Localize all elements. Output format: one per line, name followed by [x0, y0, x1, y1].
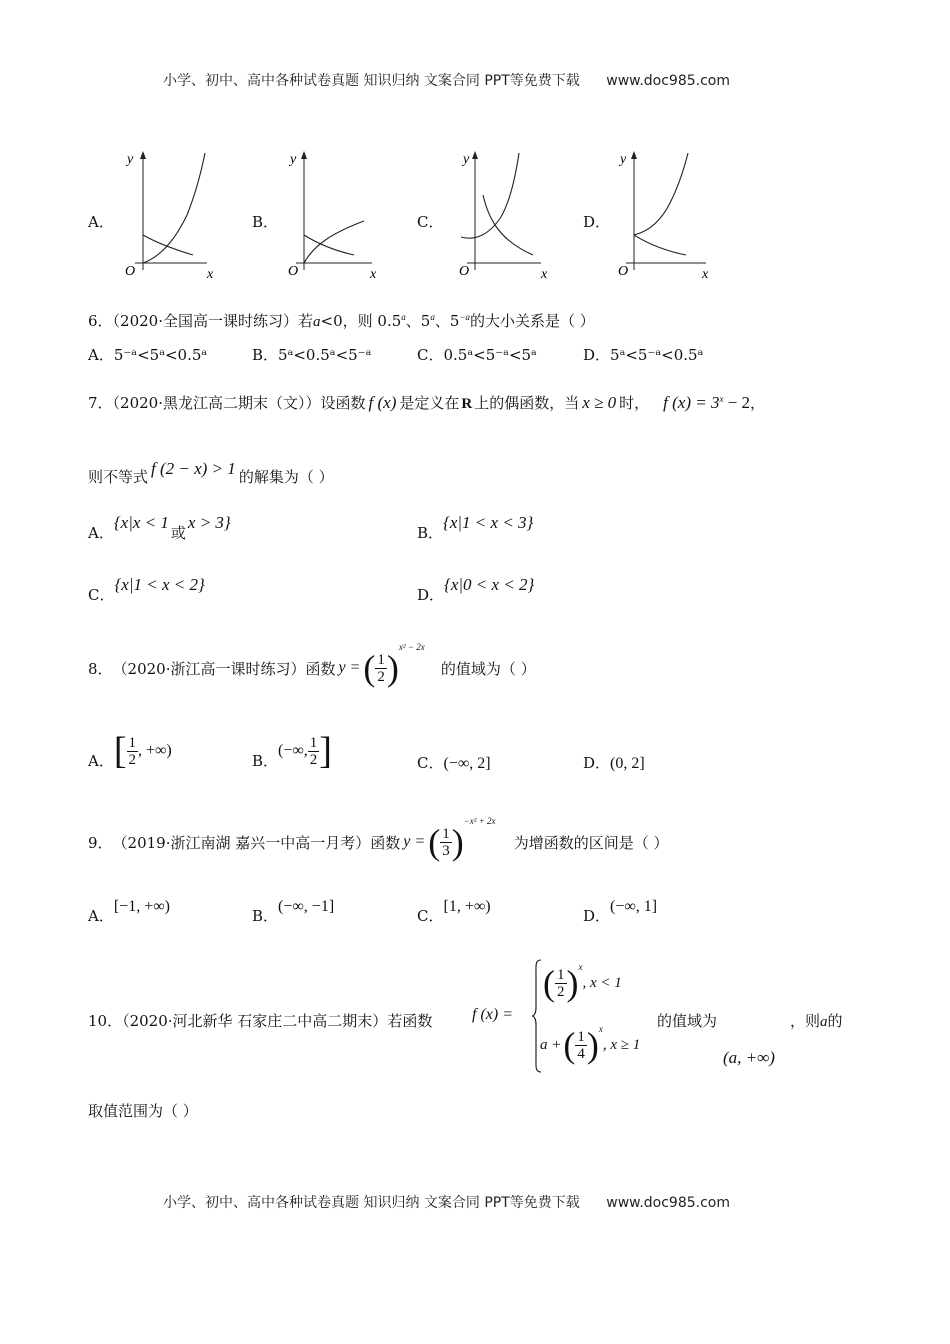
q9-option-a[interactable]	[88, 898, 170, 926]
q7-option-c-label: C．	[88, 586, 115, 604]
q7-fx: f (x)	[368, 393, 397, 412]
q6-number: 6．	[88, 312, 113, 330]
q6-option-b-text: 5ᵃ<0.5ᵃ<5⁻ᵃ	[278, 346, 372, 364]
q6-text-c: 、5	[405, 312, 431, 330]
graph-label-d: D．	[583, 213, 611, 231]
q7-option-d-label: D．	[417, 586, 445, 604]
q8-option-b-den: 2	[309, 751, 318, 768]
q7-option-b[interactable]	[417, 513, 534, 543]
q8-number: 8．	[88, 659, 113, 678]
q7-text-b: 是定义在	[399, 394, 460, 412]
graph-b	[280, 145, 390, 285]
graph-d-x-label: x	[702, 267, 709, 282]
q9-text-b: 为增函数的区间是（ ）	[513, 833, 669, 852]
q7-source: （2020·黑龙江高二期末（文））	[112, 394, 321, 412]
graph-a-rising-curve	[143, 153, 205, 263]
question-8-stem	[88, 642, 536, 690]
q8-option-a-den: 2	[128, 751, 136, 768]
graph-d-falling-curve	[634, 235, 686, 255]
graph-label-c: C．	[417, 213, 444, 231]
q10-range: (a, +∞)	[723, 1048, 775, 1067]
graph-b-origin: O	[288, 264, 299, 279]
q8-option-b-close: ]	[319, 730, 332, 772]
q9-option-a-text: [−1, +∞)	[113, 898, 170, 915]
q9-text-a: 函数	[370, 833, 401, 852]
q8-y-eq: y =	[338, 659, 361, 676]
q9-option-d[interactable]	[583, 898, 658, 926]
q7-cond: x ≥ 0	[582, 393, 617, 412]
graph-b-x-label: x	[370, 267, 377, 282]
q6-exp-2: a	[430, 312, 435, 322]
q6-source: （2020·全国高一课时练习）	[112, 312, 298, 330]
graph-c-y-arrow	[472, 151, 478, 159]
q6-exp-3: −a	[459, 312, 470, 322]
q7-formula-tail: − 2	[723, 393, 751, 412]
q7-formula-exp: x	[719, 394, 724, 404]
q6-option-c-label: C．	[417, 346, 444, 364]
q10-text-b: 的值域为	[657, 1012, 718, 1030]
q8-option-a-label: A．	[88, 751, 114, 770]
q6-text-d: 、5	[434, 312, 460, 330]
q8-option-b-label: B．	[252, 751, 279, 770]
graph-label-a: A．	[88, 213, 114, 231]
q7-option-b-text: {x|1 < x < 3}	[443, 513, 534, 532]
q10-case2-exp: x	[598, 1024, 603, 1034]
q8-exp: x² − 2x	[398, 642, 425, 652]
graph-d-rising-curve	[634, 153, 688, 235]
graph-label-b: B．	[252, 213, 279, 231]
q7-line2-a: 则不等式	[88, 468, 149, 486]
q10-case2-fraction	[575, 1029, 587, 1062]
question-6-stem	[88, 310, 595, 331]
q9-option-c[interactable]	[417, 898, 491, 926]
q7-text-a: 设函数	[320, 394, 366, 412]
q10-case1-cond: , x < 1	[582, 974, 622, 991]
q8-option-b-num: 1	[309, 734, 318, 751]
q9-option-a-label: A．	[88, 907, 114, 925]
graph-d-y-label: y	[620, 152, 627, 167]
q7-option-c-text: {x|1 < x < 2}	[114, 575, 205, 594]
q6-text-b: <0，则 0.5	[320, 312, 402, 330]
q6-option-a[interactable]	[88, 344, 207, 365]
q7-option-a[interactable]	[88, 513, 231, 543]
q8-option-a-open: [	[113, 730, 127, 772]
q7-text-d: 时，	[619, 394, 650, 412]
q8-option-d[interactable]	[583, 752, 645, 773]
graph-a-y-label: y	[127, 152, 134, 167]
q8-option-a-num: 1	[128, 734, 136, 751]
graph-d	[610, 145, 720, 285]
q7-line2	[88, 459, 334, 487]
q8-option-a-fraction	[127, 735, 139, 768]
q9-rparen: )	[451, 822, 464, 862]
q9-fraction	[440, 826, 452, 859]
q10-case1-lparen: (	[543, 963, 555, 1003]
graph-a-origin: O	[125, 264, 136, 279]
q10-case2-pre: a +	[540, 1036, 562, 1053]
q10-number: 10．	[88, 1012, 123, 1030]
header-url: www.doc985.com	[606, 73, 730, 89]
q7-option-a-text: {x|x < 1	[113, 513, 169, 532]
q8-source: （2020·浙江高一课时练习）	[112, 659, 306, 678]
q10-text-a: 若函数	[387, 1012, 433, 1030]
q7-option-a-text2: x > 3}	[187, 513, 231, 532]
header-text: 小学、初中、高中各种试卷真题 知识归纳 文案合同 PPT等免费下载	[163, 73, 580, 89]
q10-var: a	[820, 1014, 828, 1030]
q9-option-c-text: [1, +∞)	[443, 898, 491, 915]
graph-b-y-label: y	[290, 152, 297, 167]
graph-c-x-label: x	[541, 267, 548, 282]
graph-c-y-label: y	[463, 152, 470, 167]
q6-text-e: 的大小关系是（ ）	[469, 312, 595, 330]
q8-rparen: )	[386, 648, 399, 688]
q8-text-b: 的值域为（ ）	[440, 659, 536, 678]
q9-option-b[interactable]	[252, 898, 335, 926]
q6-option-d-label: D．	[583, 346, 611, 364]
q8-option-d-text: (0, 2]	[610, 755, 645, 772]
q8-option-c-label: C．	[417, 754, 444, 772]
graph-c	[445, 145, 555, 285]
q7-option-d[interactable]	[417, 575, 535, 605]
q10-source: （2020·河北新华 石家庄二中高二期末）	[122, 1012, 388, 1030]
q10-case-1	[543, 960, 622, 1006]
q6-option-b[interactable]	[252, 344, 371, 365]
q9-number: 9．	[88, 833, 113, 852]
graph-a-y-arrow	[140, 151, 146, 159]
q10-case2-lparen: (	[563, 1025, 576, 1065]
q6-option-a-text: 5⁻ᵃ<5ᵃ<0.5ᵃ	[113, 346, 208, 364]
q10-fx-eq: f (x) =	[472, 1006, 513, 1023]
q9-lparen: (	[428, 822, 441, 862]
question-7-stem	[88, 392, 765, 413]
q6-option-d[interactable]	[583, 344, 703, 365]
q10-line2: 取值范围为（ ）	[88, 1102, 198, 1120]
graph-d-y-arrow	[631, 151, 637, 159]
q10-tail	[790, 1010, 843, 1031]
q10-case2-rparen: )	[586, 1025, 599, 1065]
footer-text: 小学、初中、高中各种试卷真题 知识归纳 文案合同 PPT等免费下载	[163, 1195, 580, 1211]
q8-frac-den: 2	[377, 668, 385, 685]
q7-option-b-label: B．	[417, 524, 444, 542]
q7-option-a-label: A．	[88, 524, 114, 542]
graph-c-origin: O	[459, 264, 470, 279]
q7-ineq: f (2 − x) > 1	[151, 459, 236, 478]
q9-option-d-text: (−∞, 1]	[610, 898, 658, 915]
q8-text-a: 函数	[305, 659, 336, 678]
q10-case-2	[540, 1022, 640, 1068]
q7-comma: ，	[750, 394, 766, 412]
q9-option-d-label: D．	[583, 907, 611, 925]
q8-fraction	[375, 652, 387, 685]
q8-option-c[interactable]	[417, 752, 491, 773]
q10-case2-den: 4	[577, 1045, 585, 1062]
q10-case1-fraction	[555, 967, 567, 1000]
q7-text-c: 上的偶函数，当	[474, 394, 580, 412]
q10-text-d: 的	[827, 1012, 843, 1030]
page-header	[163, 70, 730, 90]
q6-exp-1: a	[401, 312, 406, 322]
graph-c-falling-curve	[483, 195, 533, 255]
q6-var: a	[313, 314, 321, 330]
q9-option-c-label: C．	[417, 907, 444, 925]
q9-source: （2019·浙江南湖 嘉兴一中高一月考）	[112, 833, 371, 852]
q7-option-c[interactable]	[88, 575, 205, 605]
q8-option-b-open: (−∞,	[278, 742, 308, 759]
q8-option-d-label: D．	[583, 754, 611, 772]
q6-option-b-label: B．	[252, 346, 279, 364]
graph-a-x-label: x	[207, 267, 214, 282]
q8-option-b-fraction	[308, 735, 320, 768]
footer-url: www.doc985.com	[606, 1195, 730, 1211]
q8-option-a-close: , +∞)	[138, 742, 172, 759]
q7-formula: f (x) = 3	[663, 393, 720, 412]
q6-option-c[interactable]	[417, 344, 537, 365]
graph-c-rising-curve	[461, 153, 519, 238]
q9-exp: −x² + 2x	[463, 816, 496, 826]
page-footer	[163, 1192, 730, 1212]
q7-option-a-or: 或	[170, 524, 186, 542]
question-10-stem	[88, 1010, 432, 1031]
q7-option-d-text: {x|0 < x < 2}	[444, 575, 535, 594]
q9-frac-num: 1	[442, 825, 450, 842]
graph-b-log-curve	[304, 221, 364, 263]
graph-d-origin: O	[618, 264, 629, 279]
q10-case2-cond: , x ≥ 1	[602, 1036, 641, 1053]
q9-y-eq: y =	[403, 833, 426, 850]
graph-a	[115, 145, 225, 285]
q10-case1-exp: x	[578, 962, 583, 972]
q10-text-c: ，则	[790, 1012, 821, 1030]
q6-text-a: 若	[298, 312, 314, 330]
q8-option-c-text: (−∞, 2]	[443, 755, 491, 772]
q10-case1-rparen: )	[566, 963, 579, 1003]
q8-lparen: (	[363, 648, 376, 688]
q10-case1-num: 1	[557, 966, 565, 983]
graph-b-y-arrow	[301, 151, 307, 159]
q6-option-d-text: 5ᵃ<5⁻ᵃ<0.5ᵃ	[610, 346, 704, 364]
q7-line2-b: 的解集为（ ）	[238, 468, 334, 486]
q8-option-b[interactable]	[252, 728, 332, 774]
q10-case1-den: 2	[557, 983, 565, 1000]
q6-option-c-text: 0.5ᵃ<5⁻ᵃ<5ᵃ	[443, 346, 537, 364]
q8-frac-num: 1	[377, 651, 385, 668]
q7-R: R	[461, 396, 473, 412]
question-9-stem	[88, 816, 669, 864]
q6-option-a-label: A．	[88, 346, 114, 364]
q9-option-b-text: (−∞, −1]	[278, 898, 335, 915]
q9-option-b-label: B．	[252, 907, 279, 925]
q10-case2-num: 1	[577, 1028, 585, 1045]
q8-option-a[interactable]	[88, 728, 172, 774]
q7-number: 7．	[88, 394, 113, 412]
q9-frac-den: 3	[442, 842, 450, 859]
